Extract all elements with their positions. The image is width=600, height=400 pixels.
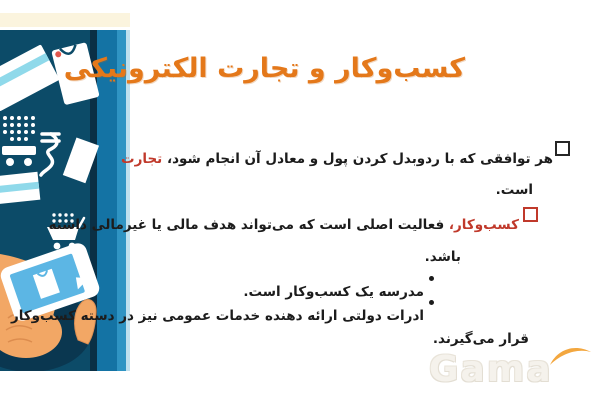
watermark-crescent-icon: [549, 345, 592, 367]
bullet-square-red-icon: [523, 207, 538, 222]
bullet-1-text: هر توافقی که با ردوبدل کردن پول و معادل آن انجام شود،: [162, 150, 553, 167]
bullet-2-line-1: [48, 213, 519, 237]
bullet-1-highlight: تجارت: [121, 150, 163, 167]
bullet-2-highlight: کسب‌وکار،: [448, 216, 519, 233]
bullet-2-text: فعالیت اصلی است که می‌تواند هدف مالی یا غیرمالی داشته: [48, 216, 449, 233]
sub-bullet-2-line-1: ادرات دولتی ارائه دهنده خدمات عمومی نیز در دسته کسب‌وکار: [10, 307, 424, 324]
bullet-2-line-2: باشد.: [424, 248, 461, 265]
sub-bullet-dot-icon: [429, 300, 434, 305]
sub-bullet-dot-icon: [429, 276, 434, 281]
slide-title: کسب‌وکار و تجارت الکترونیکی: [63, 53, 465, 84]
gama-watermark: Gama: [429, 349, 553, 390]
gift-card-icon: [0, 172, 40, 204]
sub-bullet-1-text: مدرسه یک کسب‌وکار است.: [243, 283, 424, 300]
bullet-1-line-2: است.: [495, 181, 533, 198]
bullet-1-line-1: [121, 147, 553, 171]
top-accent-bar: [0, 13, 130, 27]
bullet-square-icon: [555, 141, 570, 156]
sub-bullet-2-line-2: قرار می‌گیرند.: [432, 330, 529, 347]
